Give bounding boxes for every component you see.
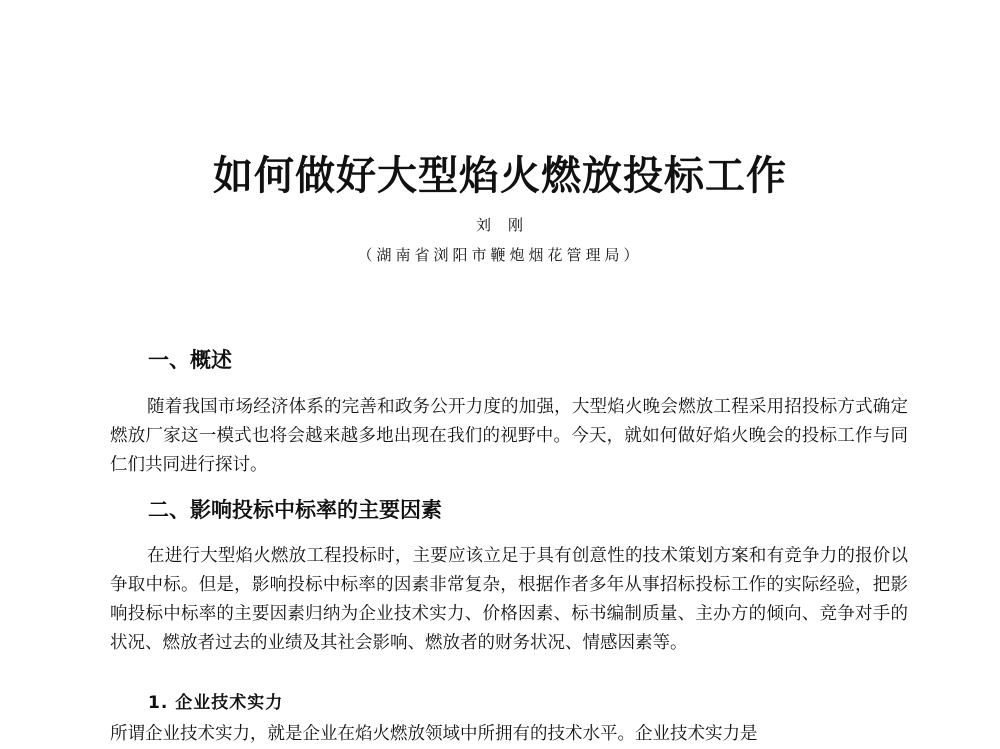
cutoff-text-line: 所谓企业技术实力，就是企业在焰火燃放领域中所拥有的技术水平。企业技术实力是: [110, 724, 758, 744]
subsection-heading-technical-strength: 1. 企业技术实力: [148, 693, 284, 713]
section-heading-factors: 二、影响投标中标率的主要因素: [148, 498, 442, 522]
section-paragraph-factors: 在进行大型焰火燃放工程投标时，主要应该立足于具有创意性的技术策划方案和有竞争力的报价以争取中标。但是，影响投标中标率的因素非常复杂，根据作者多年从事招标投标工作的实际经验，把影响投标中标率的主要因素归纳为企业技术实力、价格因素、标书编制质量、主办方的倾向、竞争对手的状况、燃放者过去的业绩及其社会影响、燃放者的财务状况、情感因素等。: [110, 546, 908, 653]
article-title: 如何做好大型焰火燃放投标工作: [213, 153, 787, 199]
author-name: 刘 刚: [475, 216, 524, 234]
section-heading-overview: 一、概述: [148, 348, 232, 372]
author-affiliation: （湖南省浏阳市鞭炮烟花管理局）: [357, 246, 643, 264]
section-paragraph-overview: 随着我国市场经济体系的完善和政务公开力度的加强，大型焰火晚会燃放工程采用招投标方式确定燃放厂家这一模式也将会越来越多地出现在我们的视野中。今天，就如何做好焰火晚会的投标工作与同仁们共同进行探讨。: [110, 397, 908, 475]
